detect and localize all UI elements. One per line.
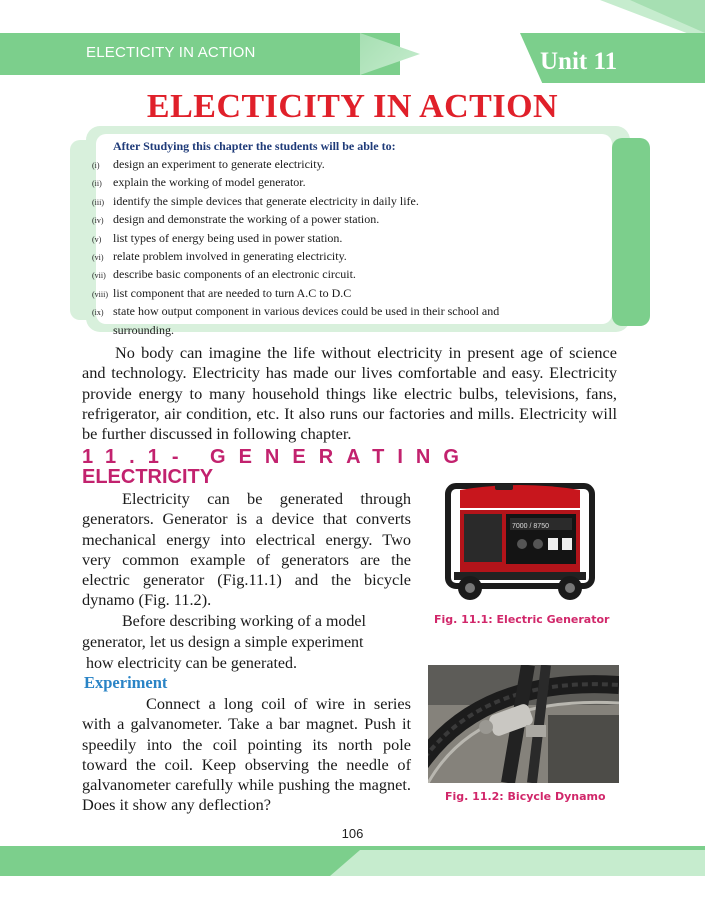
objective-item <box>92 303 612 321</box>
objective-text: surrounding. <box>113 322 174 337</box>
objective-number <box>92 322 113 338</box>
objective-item <box>92 248 612 266</box>
objectives-list <box>92 156 612 338</box>
objective-item <box>92 156 612 174</box>
experiment-heading: Experiment <box>84 673 168 692</box>
objective-number: (vi) <box>92 253 104 263</box>
objective-number: (ix) <box>92 308 104 318</box>
objective-item <box>92 230 612 248</box>
paragraph-line: generator, let us design a simple experiment <box>82 634 364 651</box>
objective-text: design an experiment to generate electricity. <box>113 157 325 171</box>
intro-paragraph: No body can imagine the life without electricity in present age of science and technology. Electricity has made our lives comfortable and easy. Electricity provide energy to many household things like electric bulbs, televisions, fans, refrigerator, air condition, etc. It also runs our factories and mills. Electricity will be further discussed in following chapter. <box>82 343 617 444</box>
objective-item <box>92 211 612 229</box>
objective-text: explain the working of model generator. <box>113 175 306 190</box>
page-number: 106 <box>341 826 364 841</box>
objective-text: identify the simple devices that generate electricity in daily life. <box>113 193 419 208</box>
figure-caption-dynamo: Fig. 11.2: Bicycle Dynamo <box>445 790 606 803</box>
paragraph-line: Before describing working of a model <box>122 613 366 630</box>
footer-light-band <box>330 850 705 876</box>
objective-number: (i) <box>92 161 100 170</box>
section-title-line2: ELECTRICITY <box>82 466 214 488</box>
objective-item <box>92 174 612 192</box>
objective-number: (iii) <box>92 197 104 207</box>
page-title: ELECTICITY IN ACTION <box>146 88 559 125</box>
objective-number: (v) <box>92 234 102 244</box>
bicycle-dynamo-image <box>428 665 619 783</box>
objective-number: (vii) <box>92 271 106 281</box>
header-corner-decoration-dark <box>630 0 705 33</box>
objective-text: list component that are needed to turn A.C to D.C <box>113 285 352 300</box>
objectives-box-right-accent <box>612 138 650 326</box>
objective-item <box>92 285 612 303</box>
running-header-title: ELECTICITY IN ACTION <box>86 44 256 61</box>
objective-number: (iv) <box>92 216 104 226</box>
experiment-paragraph: Connect a long coil of wire in series with a galvanometer. Take a bar magnet. Push it speedily into the coil pointing its north pole toward the coil. Keep observing the needle of galvanometer carefully while pushing the magnet. Does it show any deflection? <box>82 694 411 815</box>
objective-item <box>92 266 612 284</box>
objectives-heading: After Studying this chapter the students will be able to: <box>113 139 396 153</box>
section-paragraph: Electricity can be generated through generators. Generator is a device that converts mechanical energy into electrical energy. Two very common example of generators are the electric generator (Fig.11.1) and the bicycle dynamo (Fig. 11.2). <box>82 489 411 610</box>
objective-text: list types of energy being used in power station. <box>113 230 343 245</box>
section-title-line1: 11.1- GENERATING <box>82 446 472 468</box>
figure-caption-generator: Fig. 11.1: Electric Generator <box>434 613 610 626</box>
generator-model-label: 7000 / 8750 <box>512 523 549 530</box>
electric-generator-image <box>440 478 600 604</box>
objective-text: relate problem involved in generating electricity. <box>113 249 347 264</box>
objective-text: design and demonstrate the working of a power station. <box>113 212 380 227</box>
objective-text: state how output component in various devices could be used in their school and <box>113 304 500 319</box>
objective-number: (ii) <box>92 179 102 189</box>
section-paragraph-2 <box>82 611 382 674</box>
objective-item <box>92 193 612 211</box>
paragraph-line: how electricity can be generated. <box>86 655 297 672</box>
objective-number: (viii) <box>92 289 108 299</box>
objective-text: describe basic components of an electronic circuit. <box>113 267 356 282</box>
objective-item <box>92 322 612 338</box>
unit-label: Unit 11 <box>540 48 618 75</box>
